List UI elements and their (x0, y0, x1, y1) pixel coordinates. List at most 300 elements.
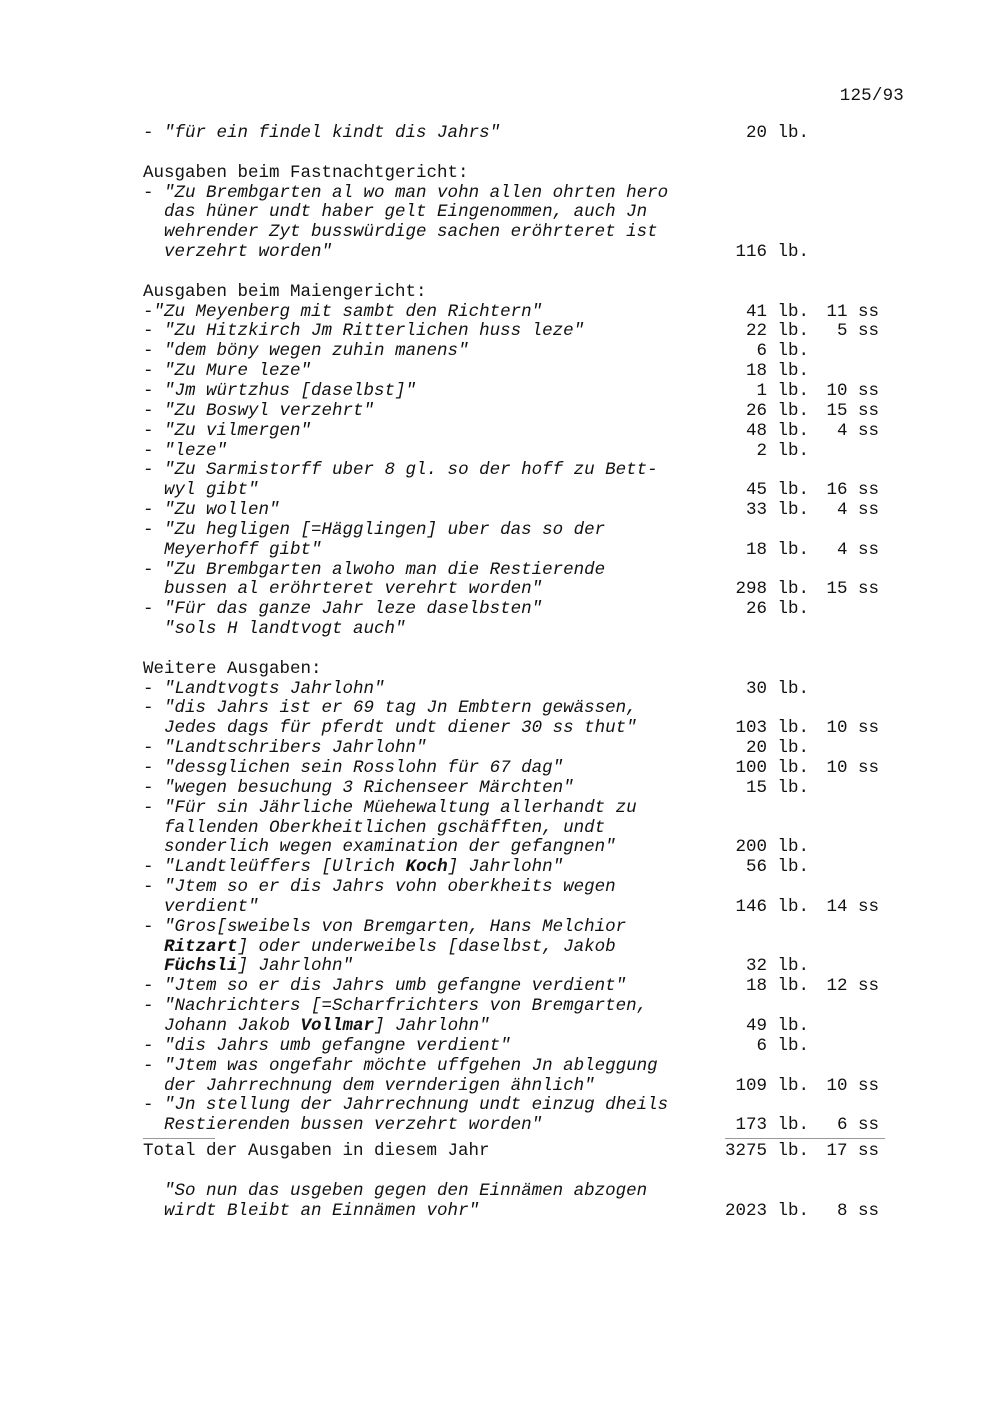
ledger-row (143, 957, 903, 977)
amount-pounds: 26 lb. (745, 400, 809, 421)
heading-text: Ausgaben beim Maiengericht: (143, 281, 427, 302)
amount-pounds: 2023 lb. (724, 1200, 809, 1221)
amount-pounds (723, 203, 809, 223)
quote-text: der Jahrrechnung dem vernderigen ähnlich" (164, 1075, 595, 1096)
heading-text: Weitere Ausgaben: (143, 658, 322, 679)
row-amount (723, 1202, 903, 1222)
row-description: - "Für sin Jährliche Müehewaltung allerhandt zu (143, 797, 637, 818)
quote-text: Restierenden bussen verzehrt worden" (164, 1115, 543, 1136)
amount-shillings: 10 ss (826, 1075, 879, 1096)
amount-shillings (809, 600, 879, 620)
amount-shillings: 16 ss (826, 480, 879, 501)
row-description: - "Zu Brembgarten al wo man vohn allen ohrten hero (143, 182, 669, 203)
blank-line (143, 263, 903, 283)
amount-shillings (809, 362, 879, 382)
row-description (143, 660, 723, 680)
amount-shillings: 6 ss (836, 1115, 879, 1136)
surname-text: Füchsli (164, 956, 238, 977)
row-amount (723, 580, 903, 600)
amount-shillings (809, 680, 879, 700)
ledger-row (143, 938, 903, 958)
quote-text: ] oder underweibels [daselbst, Jakob (237, 936, 616, 957)
page-number: 125/93 (839, 86, 904, 106)
row-description (143, 838, 723, 858)
quote-text: "Zu Meyenberg mit sambt den Richtern" (153, 301, 543, 322)
row-amount (723, 561, 903, 581)
row-description: - "Jm würtzhus [daselbst]" (143, 380, 417, 401)
amount-pounds: 146 lb. (735, 896, 809, 917)
ledger-row (143, 819, 903, 839)
row-description (143, 1077, 723, 1097)
row-amount (723, 1142, 903, 1162)
amount-pounds: 6 lb. (756, 1035, 809, 1056)
amount-shillings (809, 997, 879, 1017)
quote-text: "dis Jahrs ist er 69 tag Jn Embtern gewässen, (164, 698, 637, 719)
amount-pounds (723, 184, 809, 204)
row-amount (723, 342, 903, 362)
amount-shillings (809, 521, 879, 541)
ledger-row (143, 838, 903, 858)
ledger-row (143, 620, 903, 640)
ledger-row (143, 442, 903, 462)
amount-pounds (723, 878, 809, 898)
row-description (143, 481, 723, 501)
quote-text: "Landtschribers Jahrlohn" (164, 738, 427, 759)
amount-shillings (809, 461, 879, 481)
amount-pounds: 22 lb. (745, 321, 809, 342)
amount-shillings (809, 819, 879, 839)
quote-text: "Nachrichters [=Scharfrichters von Bremgarten, (164, 996, 648, 1017)
row-description (143, 541, 723, 561)
row-description: - "Zu Sarmistorff uber 8 gl. so der hoff zu Bett- (143, 460, 658, 481)
row-description: - "wegen besuchung 3 Richenseer Märchten" (143, 777, 574, 798)
row-description: - "für ein findel kindt dis Jahrs" (143, 123, 501, 143)
row-amount (723, 680, 903, 700)
row-amount (723, 858, 903, 878)
quote-text: "Jtem so er dis Jahrs vohn oberkheits wegen (164, 877, 616, 898)
amount-pounds (723, 799, 809, 819)
quote-text: "So nun das usgeben gegen den Einnämen abzogen (164, 1180, 648, 1201)
ledger-row (143, 898, 903, 918)
ledger-row (143, 223, 903, 243)
row-amount (723, 223, 903, 243)
row-amount (723, 481, 903, 501)
ledger-row (143, 1057, 903, 1077)
ledger-row (143, 243, 903, 263)
ledger-row (143, 878, 903, 898)
amount-pounds (723, 1057, 809, 1077)
amount-pounds: 6 lb. (756, 341, 809, 362)
ledger-row (143, 184, 903, 204)
quote-text: wirdt Bleibt an Einnämen vohr" (164, 1200, 480, 1221)
row-description: - "leze" (143, 440, 228, 461)
row-amount (723, 283, 903, 303)
row-amount (723, 997, 903, 1017)
ledger-row (143, 203, 903, 223)
row-description: - "Jtem was ongefahr möchte uffgehen Jn ableggung (143, 1055, 658, 1076)
ledger-row (143, 1037, 903, 1057)
quote-text: das hüner undt haber gelt Eingenommen, auch Jn (164, 202, 648, 223)
amount-shillings: 8 ss (836, 1200, 879, 1221)
quote-text: "Jtem was ongefahr möchte uffgehen Jn ableggung (164, 1055, 658, 1076)
quote-text: "Zu Hitzkirch Jm Ritterlichen huss leze" (164, 321, 585, 342)
amount-pounds (723, 997, 809, 1017)
amount-shillings (809, 660, 879, 680)
row-amount (723, 461, 903, 481)
amount-pounds: 1 lb. (756, 380, 809, 401)
row-amount (723, 779, 903, 799)
amount-pounds: 18 lb. (745, 361, 809, 382)
row-amount (723, 878, 903, 898)
separator-rule-right (725, 1138, 885, 1139)
row-description (143, 164, 723, 184)
row-amount (723, 898, 903, 918)
amount-pounds: 298 lb. (735, 579, 809, 600)
amount-pounds (723, 699, 809, 719)
row-amount (723, 203, 903, 223)
quote-text: Johann Jakob (164, 1015, 301, 1036)
quote-text: "leze" (164, 440, 228, 461)
amount-pounds: 30 lb. (745, 678, 809, 699)
amount-pounds: 41 lb. (745, 301, 809, 322)
amount-shillings (809, 620, 879, 640)
amount-shillings: 5 ss (836, 321, 879, 342)
row-amount (723, 620, 903, 640)
row-description (143, 620, 723, 640)
amount-shillings (809, 203, 879, 223)
quote-text: Meyerhoff gibt" (164, 539, 322, 560)
row-amount (723, 819, 903, 839)
quote-text: "sols H landtvogt auch" (164, 619, 406, 640)
ledger-row (143, 303, 903, 323)
row-description (143, 1142, 723, 1162)
ledger-row (143, 362, 903, 382)
row-amount (723, 501, 903, 521)
ledger-row (143, 858, 903, 878)
row-amount (723, 739, 903, 759)
total-separator (143, 1136, 903, 1142)
amount-pounds (723, 918, 809, 938)
row-amount (723, 243, 903, 263)
ledger-row (143, 124, 903, 144)
quote-text: "dem böny wegen zuhin manens" (164, 341, 469, 362)
row-amount (723, 521, 903, 541)
heading-text: Ausgaben beim Fastnachtgericht: (143, 162, 469, 183)
row-amount (723, 1017, 903, 1037)
ledger-row (143, 779, 903, 799)
quote-text: "Zu wollen" (164, 500, 280, 521)
row-description (143, 580, 723, 600)
ledger-row (143, 739, 903, 759)
amount-pounds: 173 lb. (735, 1115, 809, 1136)
quote-text: wyl gibt" (164, 480, 259, 501)
row-amount (723, 124, 903, 144)
amount-pounds: 3275 lb. (724, 1141, 809, 1162)
row-description: - "Zu Brembgarten alwoho man die Restierende (143, 559, 606, 580)
row-description: - "Landtleüffers [Ulrich Koch] Jahrlohn" (143, 857, 564, 878)
amount-shillings (809, 938, 879, 958)
amount-pounds (723, 521, 809, 541)
amount-pounds (723, 283, 809, 303)
row-description (143, 1182, 723, 1202)
amount-shillings (809, 442, 879, 462)
amount-shillings (809, 561, 879, 581)
section-heading (143, 660, 903, 680)
amount-pounds: 15 lb. (745, 777, 809, 798)
amount-shillings: 15 ss (826, 579, 879, 600)
amount-pounds: 56 lb. (745, 857, 809, 878)
amount-pounds: 45 lb. (745, 480, 809, 501)
amount-shillings: 11 ss (826, 301, 879, 322)
amount-pounds: 100 lb. (735, 758, 809, 778)
ledger-row (143, 402, 903, 422)
quote-text: verdient" (164, 896, 259, 917)
amount-shillings (809, 283, 879, 303)
row-description (143, 719, 723, 739)
row-amount (723, 699, 903, 719)
row-description (143, 1202, 723, 1222)
section-heading (143, 1142, 903, 1162)
amount-pounds: 49 lb. (745, 1015, 809, 1036)
quote-text: "Zu Sarmistorff uber 8 gl. so der hoff zu Bett- (164, 460, 658, 481)
amount-pounds: 20 lb. (745, 738, 809, 759)
quote-text: "dis Jahrs umb gefangne verdient" (164, 1035, 511, 1056)
row-amount (723, 719, 903, 739)
quote-text: "Zu Boswyl verzehrt" (164, 400, 375, 421)
quote-text: "Gros[sweibels von Bremgarten, Hans Melchior (164, 916, 627, 937)
row-description: - "Jtem so er dis Jahrs umb gefangne verdient" (143, 976, 627, 997)
ledger-row (143, 521, 903, 541)
ledger-row (143, 1202, 903, 1222)
amount-shillings (809, 243, 879, 263)
ledger-row (143, 322, 903, 342)
row-amount (723, 382, 903, 402)
section-heading (143, 283, 903, 303)
row-amount (723, 1182, 903, 1202)
amount-shillings (809, 918, 879, 938)
ledger-row (143, 1116, 903, 1136)
amount-shillings (809, 739, 879, 759)
blank-line (143, 640, 903, 660)
amount-shillings: 15 ss (826, 400, 879, 421)
row-amount (723, 322, 903, 342)
row-description: - "Gros[sweibels von Bremgarten, Hans Melchior (143, 916, 627, 937)
quote-text: "wegen besuchung 3 Richenseer Märchten" (164, 777, 574, 798)
row-amount (723, 660, 903, 680)
ledger-row (143, 1017, 903, 1037)
quote-text: ] Jahrlohn" (447, 857, 564, 878)
row-description (143, 243, 723, 263)
amount-shillings (809, 1017, 879, 1037)
amount-shillings (809, 164, 879, 184)
amount-pounds: 48 lb. (745, 420, 809, 441)
ledger-row (143, 600, 903, 620)
amount-pounds (723, 819, 809, 839)
surname-text: Vollmar (300, 1015, 375, 1036)
amount-pounds (723, 660, 809, 680)
amount-pounds (723, 461, 809, 481)
row-description (143, 1116, 723, 1136)
blank-line (143, 144, 903, 164)
row-description: - "Zu Boswyl verzehrt" (143, 400, 375, 421)
ledger-row (143, 422, 903, 442)
row-description: - "Landtschribers Jahrlohn" (143, 738, 427, 759)
ledger-row (143, 680, 903, 700)
amount-pounds (723, 1096, 809, 1116)
ledger-row (143, 1077, 903, 1097)
row-amount (723, 303, 903, 323)
row-description: - "Zu vilmergen" (143, 420, 312, 441)
amount-shillings: 4 ss (836, 500, 879, 521)
row-amount (723, 164, 903, 184)
amount-shillings (809, 1037, 879, 1057)
ledger-row (143, 1182, 903, 1202)
quote-text: "dessglichen sein Rosslohn für 67 dag" (164, 758, 564, 778)
separator-rule-left (143, 1138, 215, 1139)
ledger-row (143, 977, 903, 997)
row-description (143, 898, 723, 918)
amount-pounds: 116 lb. (735, 242, 809, 263)
amount-shillings (809, 858, 879, 878)
row-description (143, 283, 723, 303)
row-amount (723, 1116, 903, 1136)
quote-text: wehrender Zyt busswürdige sachen eröhrteret ist (164, 222, 658, 243)
quote-text: "für ein findel kindt dis Jahrs" (164, 123, 501, 143)
row-description (143, 223, 723, 243)
row-description: - "Zu Hitzkirch Jm Ritterlichen huss leze" (143, 321, 585, 342)
amount-pounds: 200 lb. (735, 837, 809, 858)
ledger-row (143, 481, 903, 501)
surname-text: Ritzart (164, 936, 238, 957)
row-description: - "dis Jahrs umb gefangne verdient" (143, 1035, 511, 1056)
quote-text: "Für das ganze Jahr leze daselbsten" (164, 599, 543, 620)
amount-pounds: 26 lb. (745, 599, 809, 620)
amount-pounds: 20 lb. (745, 123, 809, 143)
quote-text: "Zu hegligen [=Hägglingen] uber das so der (164, 519, 606, 540)
row-description: - "dem böny wegen zuhin manens" (143, 341, 469, 362)
quote-text: "Jn stellung der Jahrrechnung undt einzug dheils (164, 1095, 669, 1116)
quote-text: "Jm würtzhus [daselbst]" (164, 380, 417, 401)
quote-text: "Zu vilmergen" (164, 420, 312, 441)
amount-pounds (723, 561, 809, 581)
row-amount (723, 184, 903, 204)
heading-text: Total der Ausgaben in diesem Jahr (143, 1141, 490, 1162)
amount-pounds (723, 223, 809, 243)
amount-pounds: 18 lb. (745, 539, 809, 560)
row-amount (723, 1037, 903, 1057)
ledger-row (143, 461, 903, 481)
ledger-row (143, 719, 903, 739)
row-description (143, 938, 723, 958)
row-amount (723, 600, 903, 620)
row-amount (723, 402, 903, 422)
row-amount (723, 799, 903, 819)
amount-shillings: 4 ss (836, 539, 879, 560)
ledger-row (143, 997, 903, 1017)
ledger-row (143, 501, 903, 521)
row-amount (723, 422, 903, 442)
amount-shillings (809, 838, 879, 858)
quote-text: "Zu Brembgarten al wo man vohn allen ohrten hero (164, 182, 669, 203)
row-description: - "Nachrichters [=Scharfrichters von Bremgarten, (143, 996, 648, 1017)
surname-text: Koch (405, 857, 448, 878)
row-description: - "Jtem so er dis Jahrs vohn oberkheits wegen (143, 877, 616, 898)
row-amount (723, 918, 903, 938)
row-description: -"Zu Meyenberg mit sambt den Richtern" (143, 301, 543, 322)
amount-shillings (809, 699, 879, 719)
row-amount (723, 1096, 903, 1116)
amount-shillings (809, 342, 879, 362)
ledger-row (143, 382, 903, 402)
amount-shillings: 17 ss (826, 1141, 879, 1162)
row-amount (723, 1057, 903, 1077)
amount-shillings (809, 957, 879, 977)
amount-pounds: 103 lb. (735, 718, 809, 739)
amount-shillings: 12 ss (826, 976, 879, 997)
amount-pounds (723, 938, 809, 958)
amount-pounds: 32 lb. (745, 956, 809, 977)
ledger-row (143, 580, 903, 600)
quote-text: "Für sin Jährliche Müehewaltung allerhandt zu (164, 797, 637, 818)
row-description (143, 819, 723, 839)
quote-text: fallenden Oberkheitlichen gschäfften, undt (164, 817, 606, 838)
row-description (143, 1017, 723, 1037)
quote-text: bussen al eröhrteret verehrt worden" (164, 579, 543, 600)
ledger-row (143, 541, 903, 561)
amount-shillings: 10 ss (826, 758, 879, 778)
quote-text: "Zu Brembgarten alwoho man die Restierende (164, 559, 606, 580)
amount-shillings: 4 ss (836, 420, 879, 441)
ledger-row (143, 1096, 903, 1116)
row-amount (723, 977, 903, 997)
section-heading (143, 164, 903, 184)
row-amount (723, 1077, 903, 1097)
amount-shillings: 10 ss (826, 380, 879, 401)
quote-text: ] Jahrlohn" (374, 1015, 490, 1036)
blank-line (143, 1162, 903, 1182)
quote-text: sonderlich wegen examination der gefangnen" (164, 837, 616, 858)
row-amount (723, 362, 903, 382)
amount-shillings: 10 ss (826, 718, 879, 739)
amount-pounds (723, 620, 809, 640)
row-description: - "dis Jahrs ist er 69 tag Jn Embtern gewässen, (143, 698, 637, 719)
row-description: - "Für das ganze Jahr leze daselbsten" (143, 599, 543, 620)
quote-text: "Jtem so er dis Jahrs umb gefangne verdient" (164, 976, 627, 997)
row-amount (723, 759, 903, 779)
row-description: - "Landtvogts Jahrlohn" (143, 678, 385, 699)
amount-pounds: 18 lb. (745, 976, 809, 997)
amount-shillings (809, 1057, 879, 1077)
row-description: - "Zu Mure leze" (143, 361, 312, 382)
ledger-row (143, 561, 903, 581)
amount-shillings (809, 779, 879, 799)
amount-pounds (723, 1182, 809, 1202)
row-description: - "dessglichen sein Rosslohn für 67 dag" (143, 758, 564, 778)
ledger-row (143, 918, 903, 938)
amount-shillings (809, 1182, 879, 1202)
ledger-row (143, 799, 903, 819)
amount-shillings (809, 1096, 879, 1116)
row-amount (723, 442, 903, 462)
row-amount (723, 541, 903, 561)
amount-shillings (809, 223, 879, 243)
quote-text: "Zu Mure leze" (164, 361, 312, 382)
row-amount (723, 957, 903, 977)
ledger-row (143, 342, 903, 362)
amount-pounds: 109 lb. (735, 1075, 809, 1096)
amount-shillings (809, 799, 879, 819)
quote-text: Jedes dags für pferdt undt diener 30 ss thut" (164, 718, 637, 739)
